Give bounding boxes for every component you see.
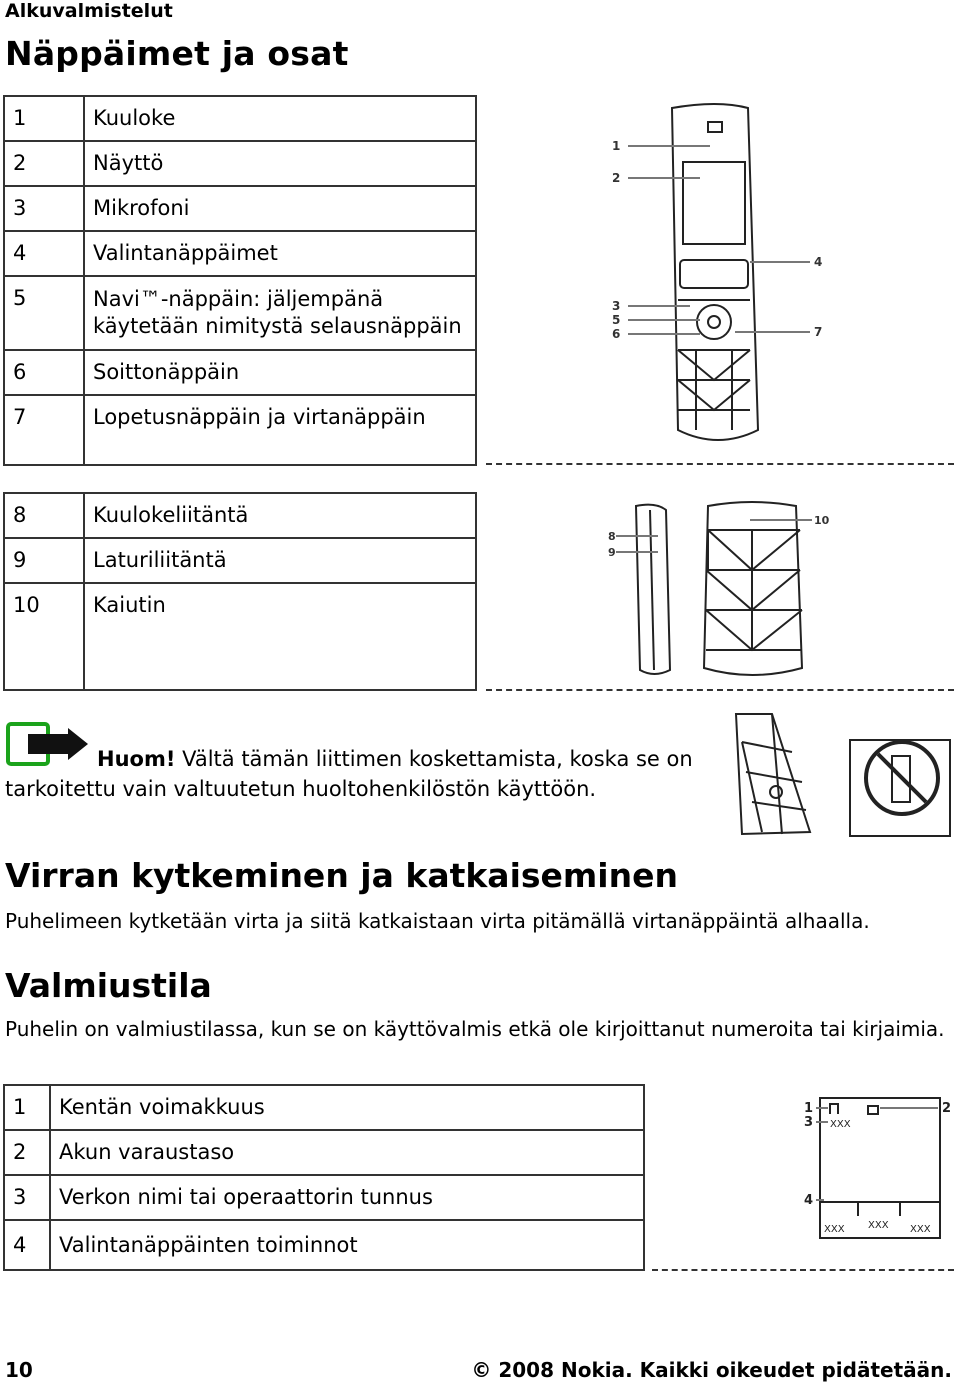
page-number: 10 xyxy=(5,1358,33,1382)
softkey-left: XXX xyxy=(824,1224,845,1235)
callout-label: 3 xyxy=(612,299,621,313)
part-label: Kuulokeliitäntä xyxy=(84,493,476,538)
callout-label: 2 xyxy=(612,171,621,185)
phone-side-back-illustration xyxy=(600,500,840,680)
copyright: © 2008 Nokia. Kaikki oikeudet pidätetään. xyxy=(471,1358,952,1382)
standby-screen-illustration xyxy=(800,1094,958,1244)
callout-label: 1 xyxy=(804,1101,814,1116)
softkey-middle: XXX xyxy=(868,1220,889,1231)
part-number: 1 xyxy=(4,96,84,141)
part-label: Mikrofoni xyxy=(84,186,476,231)
part-number: 7 xyxy=(4,395,84,465)
part-label: Valintanäppäimet xyxy=(84,231,476,276)
part-number: 9 xyxy=(4,538,84,583)
connector-warning-illustration xyxy=(732,712,954,838)
part-label: Soittonäppäin xyxy=(84,350,476,395)
section-text-standby: Puhelin on valmiustilassa, kun se on käyttövalmis etkä ole kirjoittanut numeroita tai kirjaimia. xyxy=(5,1017,945,1041)
callout-label: 1 xyxy=(612,139,621,153)
part-number: 5 xyxy=(4,276,84,350)
part-number: 10 xyxy=(4,583,84,690)
callout-label: 4 xyxy=(804,1193,814,1208)
callout-label: 10 xyxy=(814,514,830,527)
callout-label: 2 xyxy=(942,1101,952,1116)
standby-number: 2 xyxy=(4,1130,50,1175)
part-label: Navi™-näppäin: jäljempänä käytetään nimitystä selausnäppäin xyxy=(84,276,476,350)
divider xyxy=(486,463,954,465)
parts-table-2 xyxy=(3,492,477,691)
callout-label: 9 xyxy=(608,546,616,559)
standby-table xyxy=(3,1084,645,1271)
callout-label: 5 xyxy=(612,313,621,327)
phone-front-illustration xyxy=(600,100,840,455)
section-title-standby: Valmiustila xyxy=(5,966,212,1005)
part-number: 6 xyxy=(4,350,84,395)
part-label: Kaiutin xyxy=(84,583,476,690)
operator-text: XXX xyxy=(830,1119,851,1130)
callout-label: 6 xyxy=(612,327,621,341)
standby-label: Verkon nimi tai operaattorin tunnus xyxy=(50,1175,644,1220)
part-number: 4 xyxy=(4,231,84,276)
callout-label: 8 xyxy=(608,530,616,543)
standby-label: Valintanäppäinten toiminnot xyxy=(50,1220,644,1270)
section-text-power: Puhelimeen kytketään virta ja siitä katkaistaan virta pitämällä virtanäppäintä alhaalla. xyxy=(5,909,870,933)
part-number: 3 xyxy=(4,186,84,231)
part-number: 2 xyxy=(4,141,84,186)
section-title-power: Virran kytkeminen ja katkaiseminen xyxy=(5,856,678,895)
signal-icon xyxy=(830,1104,838,1114)
standby-number: 3 xyxy=(4,1175,50,1220)
callout-label: 3 xyxy=(804,1115,814,1130)
divider xyxy=(486,689,954,691)
standby-number: 4 xyxy=(4,1220,50,1270)
part-label: Kuuloke xyxy=(84,96,476,141)
divider xyxy=(652,1269,954,1271)
standby-label: Akun varaustaso xyxy=(50,1130,644,1175)
standby-number: 1 xyxy=(4,1085,50,1130)
part-number: 8 xyxy=(4,493,84,538)
part-label: Näyttö xyxy=(84,141,476,186)
note-bold: Huom! xyxy=(97,747,176,771)
callout-label: 7 xyxy=(814,325,823,339)
standby-label: Kentän voimakkuus xyxy=(50,1085,644,1130)
part-label: Laturiliitäntä xyxy=(84,538,476,583)
note-text xyxy=(5,744,715,804)
section-label: Alkuvalmistelut xyxy=(5,0,173,22)
callout-label: 4 xyxy=(814,255,823,269)
page-title: Näppäimet ja osat xyxy=(5,34,349,73)
note-body: Vältä tämän liittimen koskettamista, koska se on tarkoitettu vain valtuutetun huoltohenkilöstön käyttöön. xyxy=(5,747,693,801)
softkey-right: XXX xyxy=(910,1224,931,1235)
part-label: Lopetusnäppäin ja virtanäppäin xyxy=(84,395,476,465)
parts-table-1 xyxy=(3,95,477,466)
